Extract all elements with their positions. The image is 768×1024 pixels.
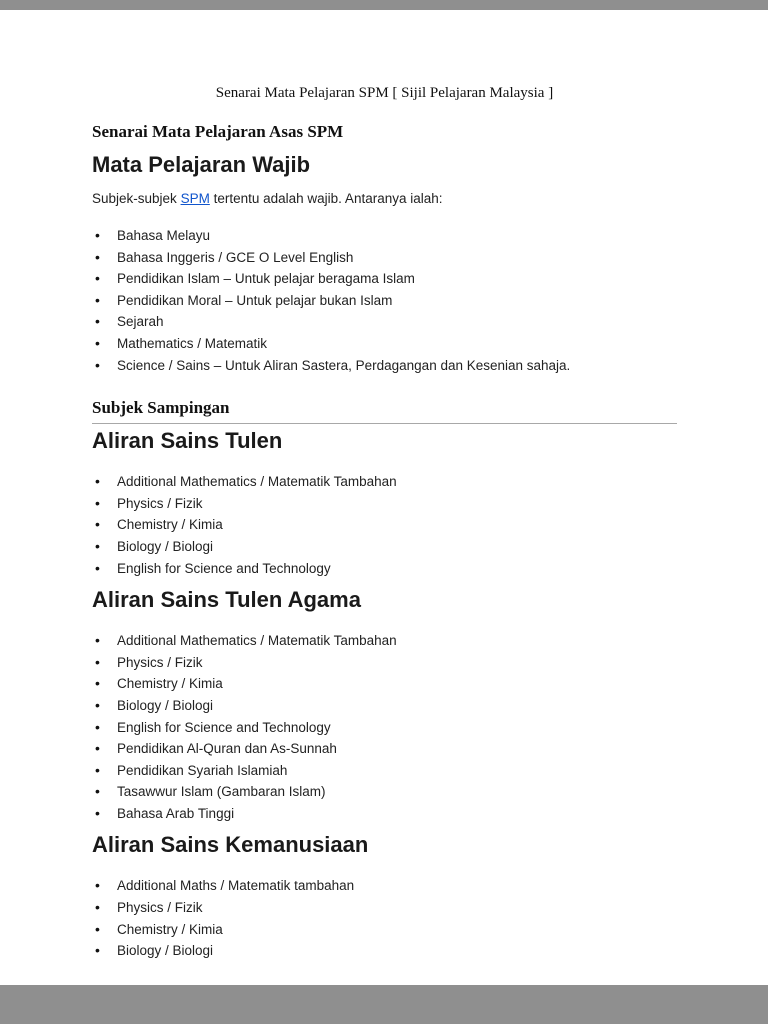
subject-list-item: • Additional Mathematics / Matematik Tambahan [92,630,677,652]
aliran-sains-tulen-list [92,471,677,579]
subject-list-item: • English for Science and Technology [92,558,677,580]
subject-list-item: • Pendidikan Moral – Untuk pelajar bukan Islam [92,290,677,312]
subject-list-item: • Mathematics / Matematik [92,333,677,355]
subject-list-item: • Additional Maths / Matematik tambahan [92,875,677,897]
subject-list-item: • Sejarah [92,311,677,333]
viewer-bottom-band [0,985,768,1024]
intro-paragraph [92,190,677,208]
subject-list-item: • Additional Mathematics / Matematik Tambahan [92,471,677,493]
subject-list-item: • Bahasa Inggeris / GCE O Level English [92,247,677,269]
heading-aliran-sains-tulen: Aliran Sains Tulen [92,428,283,454]
intro-text-before: Subjek-subjek [92,191,177,206]
subject-list-item: • Physics / Fizik [92,493,677,515]
subject-list-item: • English for Science and Technology [92,717,677,739]
intro-text-after: tertentu adalah wajib. Antaranya ialah: [213,191,443,206]
subject-list-item: • Chemistry / Kimia [92,514,677,536]
subject-list-item: • Chemistry / Kimia [92,919,677,941]
subject-list-item: • Pendidikan Al-Quran dan As-Sunnah [92,738,677,760]
document-subtitle: Senarai Mata Pelajaran Asas SPM [92,122,344,141]
subject-list-item: • Pendidikan Syariah Islamiah [92,760,677,782]
aliran-sains-tulen-agama-list [92,630,677,824]
subject-list-item: • Pendidikan Islam – Untuk pelajar beragama Islam [92,268,677,290]
heading-subjek-sampingan: Subjek Sampingan [92,398,677,424]
aliran-sains-kemanusiaan-list [92,875,677,961]
subject-list-item: • Biology / Biologi [92,940,677,962]
heading-aliran-sains-tulen-agama: Aliran Sains Tulen Agama [92,587,361,613]
subject-list-item: • Biology / Biologi [92,695,677,717]
subject-list-item: • Bahasa Arab Tinggi [92,803,677,825]
subject-list-item: • Tasawwur Islam (Gambaran Islam) [92,781,677,803]
document-page [0,10,768,985]
viewer-top-band [0,0,768,10]
wajib-subject-list [92,225,677,376]
subject-list-item: • Physics / Fizik [92,897,677,919]
subject-list-item: • Chemistry / Kimia [92,673,677,695]
subject-list-item: • Bahasa Melayu [92,225,677,247]
heading-aliran-sains-kemanusiaan: Aliran Sains Kemanusiaan [92,832,369,858]
document-header-title: Senarai Mata Pelajaran SPM [ Sijil Pelajaran Malaysia ] [215,85,554,101]
subject-list-item: • Biology / Biologi [92,536,677,558]
subject-list-item: • Physics / Fizik [92,652,677,674]
heading-mata-pelajaran-wajib: Mata Pelajaran Wajib [92,152,311,177]
subject-list-item: • Science / Sains – Untuk Aliran Sastera, Perdagangan dan Kesenian sahaja. [92,355,677,377]
spm-link[interactable]: SPM [180,191,210,206]
